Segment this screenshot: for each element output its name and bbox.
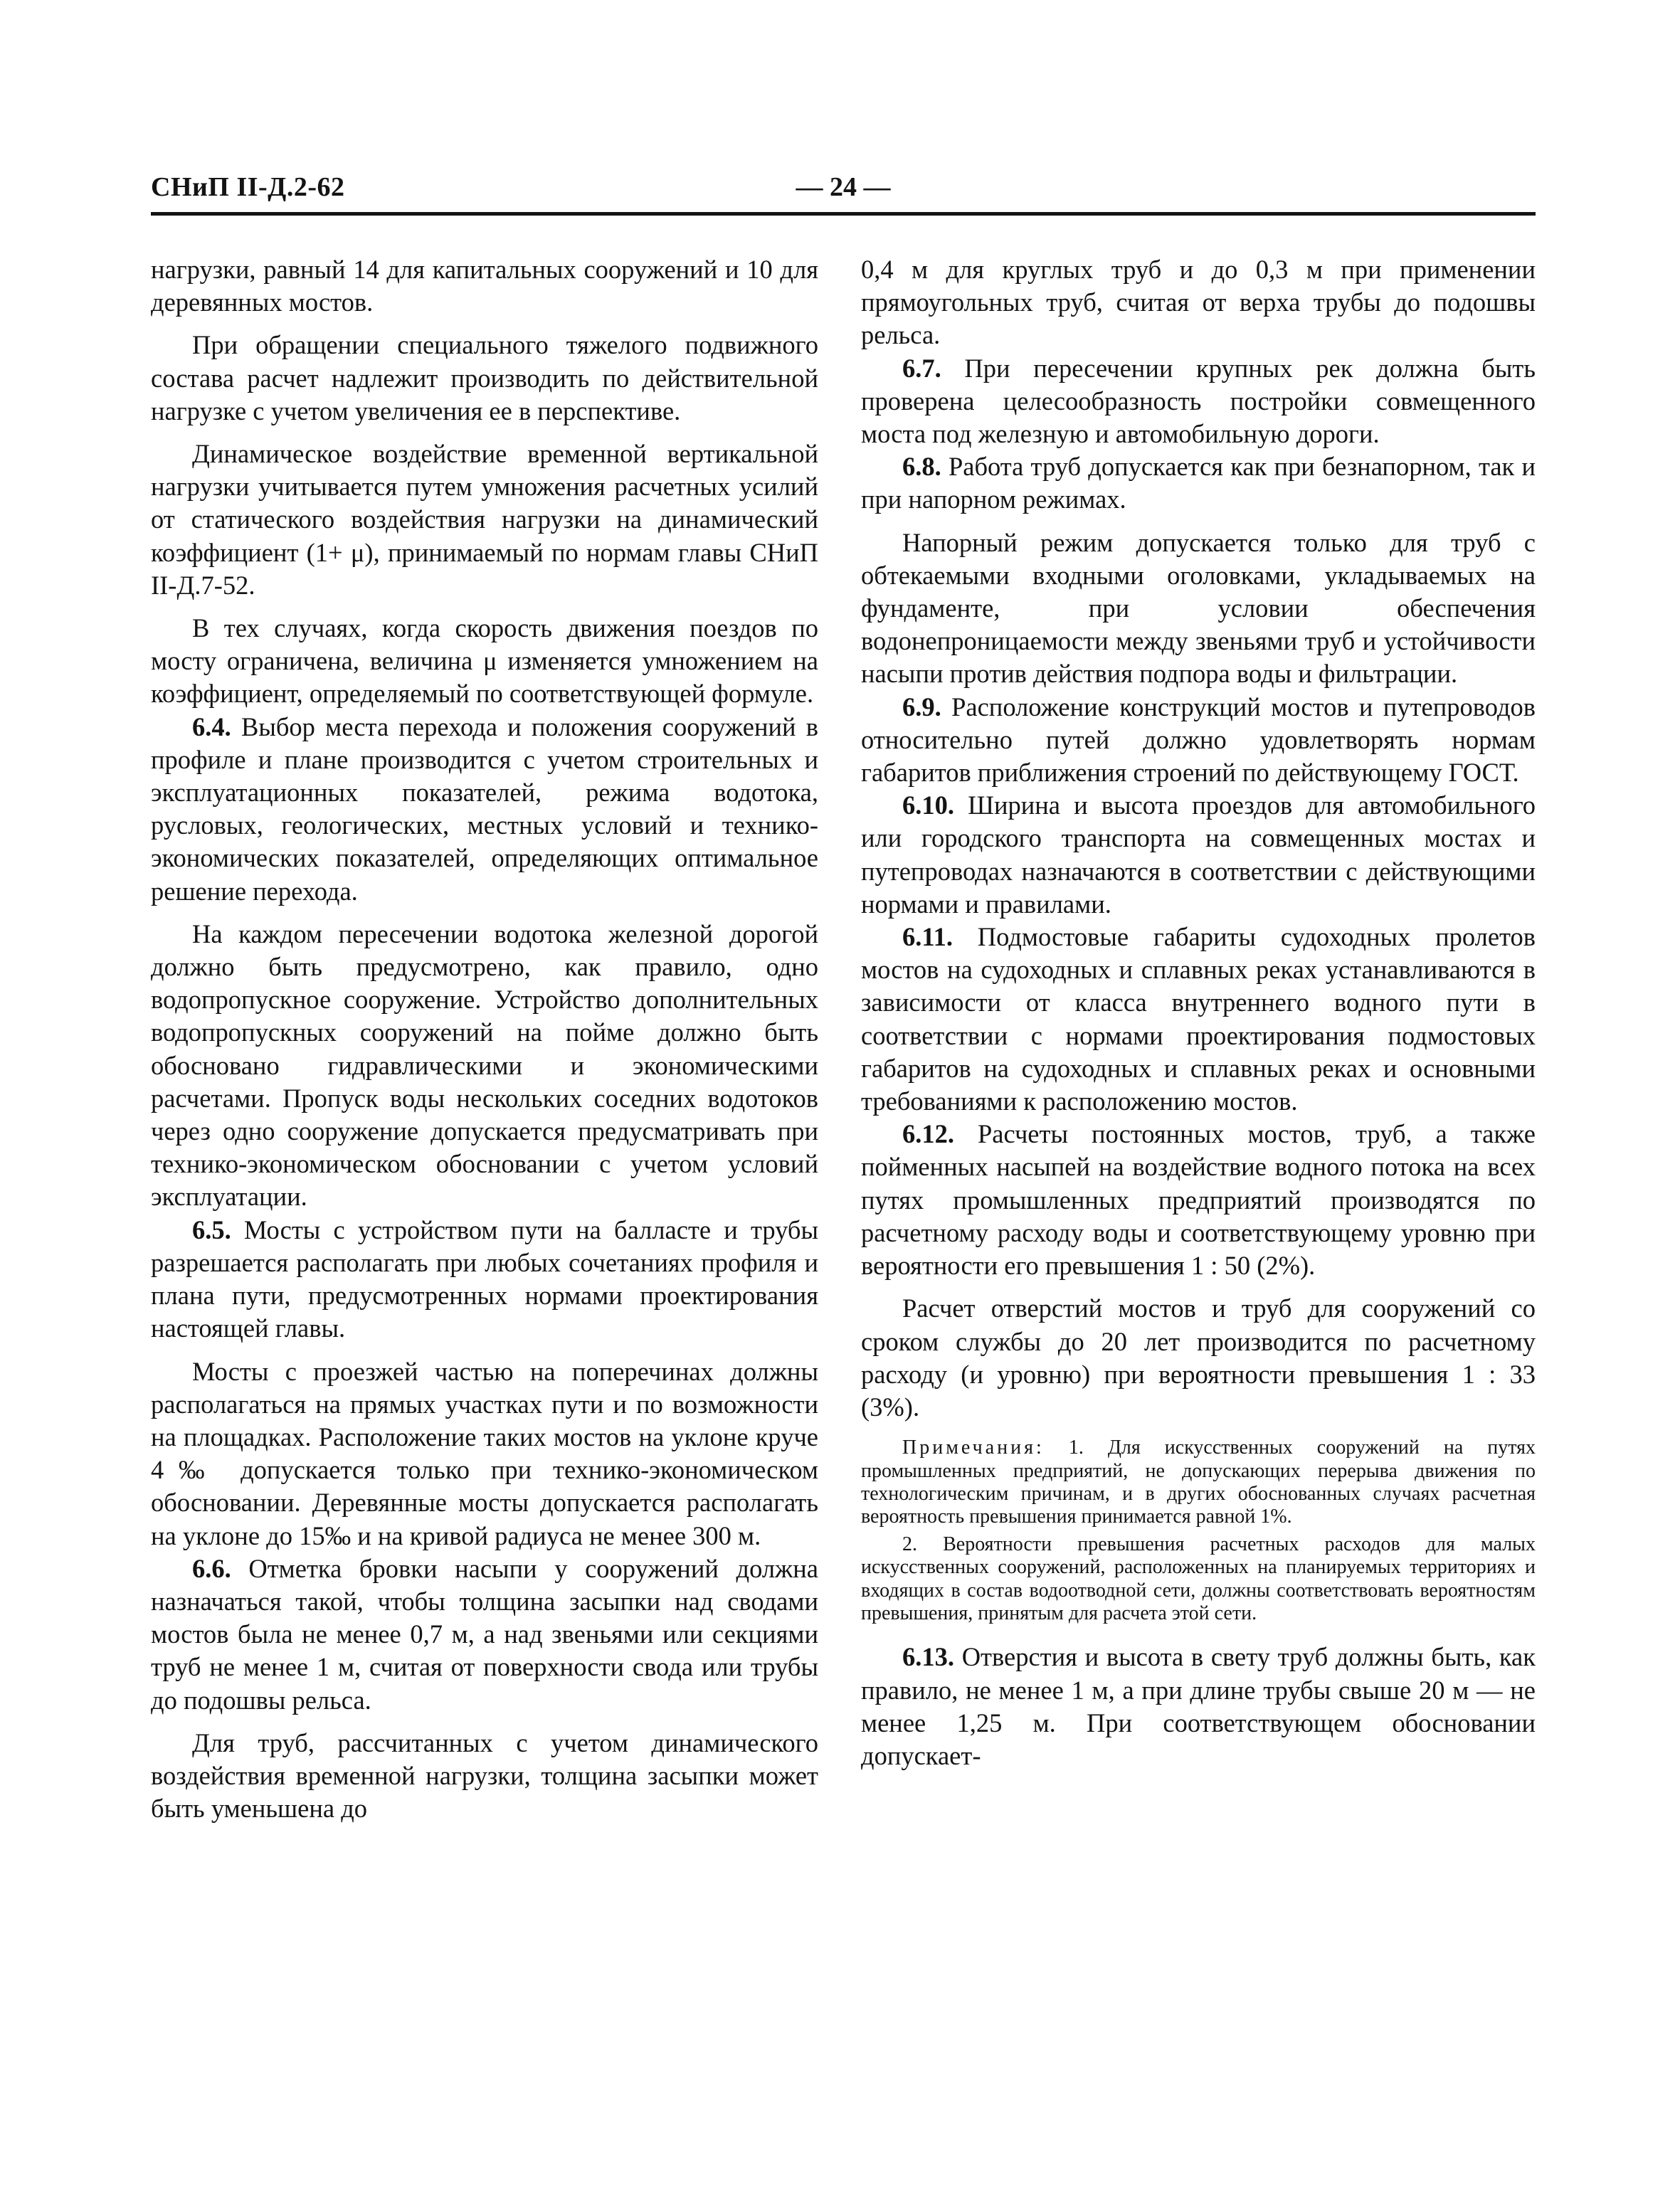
notes-title: Примечания: [902, 1437, 1045, 1459]
clause-number: 6.11. [902, 922, 953, 952]
page-number: — 24 — [796, 172, 891, 202]
document-code: СНиП II-Д.2-62 [151, 172, 345, 202]
paragraph: Для труб, рассчитанных с учетом динамического воздействия временной нагрузки, толщина засыпки может быть уменьшена до [151, 1728, 818, 1824]
paragraph: В тех случаях, когда скорость движения поездов по мосту ограничена, величина μ изменяется умножением на коэффициент, определяемый по соответствующей формуле. [151, 613, 818, 709]
paragraph: нагрузки, равный 14 для капитальных сооружений и 10 для деревянных мостов. [151, 255, 818, 317]
paragraph: При обращении специального тяжелого подвижного состава расчет надлежит производить по действительной нагрузке с учетом увеличения ее в перспективе. [151, 330, 818, 425]
clause-6-9 [861, 691, 1536, 790]
clause-text: Подмостовые габариты судоходных пролетов мостов на судоходных и сплавных реках устанавливаются в зависимости от класса внутреннего водного пути в соответствии с нормами проектирования подмостовых габаритов на судоходных и сплавных реках и основными требованиями к расположению мостов. [861, 922, 1536, 1116]
clause-6-8 [861, 450, 1536, 516]
clause-number: 6.9. [902, 692, 941, 721]
clause-text: Ширина и высота проездов для автомобильного или городского транспорта на совмещенных мостах и путепроводах назначаются в соответствии с действующими нормами и правилами. [861, 790, 1536, 919]
clause-6-4 [151, 711, 818, 908]
clause-number: 6.5. [192, 1215, 231, 1244]
paragraph: Мосты с проезжей частью на поперечинах должны располагаться на прямых участках пути и по возможности на площадках. Расположение таких мостов на уклоне круче 4‰ допускается только при технико-экономическом обосновании. Деревянные мосты допускается располагать на уклоне до 15‰ и на кривой радиуса не менее 300 м. [151, 1356, 818, 1550]
clause-6-13 [861, 1641, 1536, 1772]
clause-text: Работа труб допускается как при безнапорном, так и при напорном режимах. [861, 452, 1536, 514]
paragraph: Динамическое воздействие временной вертикальной нагрузки учитывается путем умножения расчетных усилий от статического воздействия нагрузки на динамический коэффициент (1+ μ), принимаемый по нормам главы СНиП II-Д.7-52. [151, 439, 818, 600]
note-1 [861, 1437, 1536, 1529]
clause-number: 6.6. [192, 1553, 231, 1583]
paragraph: На каждом пересечении водотока железной дорогой должно быть предусмотрено, как правило, одно водопропускное сооружение. Устройство дополнительных водопропускных сооружений на пойме должно быть обосновано гидравлическими и экономическими расчетами. Пропуск воды нескольких соседних водотоков через одно сооружение допускается предусматривать при технико-экономическом обосновании с учетом условий эксплуатации. [151, 919, 818, 1212]
clause-text: Выбор места перехода и положения сооружений в профиле и плане производится с учетом строительных и эксплуатационных показателей, режима водотока, русловых, геологических, местных условий и технико-экономических показателей, определяющих оптимальное решение перехода. [151, 711, 818, 906]
right-column [861, 253, 1536, 2132]
page-header [151, 169, 1536, 213]
header-rule [151, 212, 1536, 216]
paragraph: Напорный режим допускается только для труб с обтекаемыми входными оголовками, укладываемых на фундаменте, при условии обеспечения водонепроницаемости между звеньями труб и устойчивости насыпи против действия подпора воды и фильтрации. [861, 527, 1536, 689]
clause-number: 6.8. [902, 452, 941, 482]
note-text: 1. Для искусственных сооружений на путях промышленных предприятий, не допускающих перерыва движения по технологическим причинам, и в других обоснованных случаях расчетная вероятность превышения принимается равной 1%. [861, 1437, 1536, 1528]
clause-number: 6.4. [192, 711, 231, 741]
clause-6-11 [861, 921, 1536, 1118]
clause-text: Расположение конструкций мостов и путепроводов относительно путей должно удовлетворять нормам габаритов приближения строений по действующему ГОСТ. [861, 692, 1536, 788]
clause-text: Расчеты постоянных мостов, труб, а также пойменных насыпей на воздействие водного потока на всех путях промышленных предприятий производятся по расчетному расходу воды и соответствующему уровню при вероятности его превышения 1 : 50 (2%). [861, 1119, 1536, 1281]
clause-number: 6.7. [902, 353, 941, 383]
clause-text: При пересечении крупных рек должна быть проверена целесообразность постройки совмещенного моста под железную и автомобильную дороги. [861, 353, 1536, 449]
clause-6-12 [861, 1118, 1536, 1282]
note-2: 2. Вероятности превышения расчетных расходов для малых искусственных сооружений, расположенных на планируемых территориях и входящих в состав водоотводной сети, должны соответствовать вероятностям превышения, принятым для расчета этой сети. [861, 1533, 1536, 1624]
clause-number: 6.13. [902, 1642, 954, 1672]
clause-number: 6.12. [902, 1119, 954, 1149]
clause-text: Отметка бровки насыпи у сооружений должна назначаться такой, чтобы толщина засыпки над сводами мостов была не менее 0,7 м, а над звеньями или секциями труб не менее 1 м, считая от поверхности свода или трубы до подошвы рельса. [151, 1553, 818, 1715]
left-column [151, 253, 818, 2132]
clause-6-7 [861, 352, 1536, 451]
clause-6-6 [151, 1552, 818, 1717]
paragraph: 0,4 м для круглых труб и до 0,3 м при применении прямоугольных труб, считая от верха трубы до подошвы рельса. [861, 255, 1536, 350]
clause-6-5 [151, 1214, 818, 1345]
clause-6-10 [861, 789, 1536, 921]
paragraph: Расчет отверстий мостов и труб для сооружений со сроком службы до 20 лет производится по расчетному расходу (и уровню) при вероятности превышения 1 : 33 (3%). [861, 1293, 1536, 1422]
clause-number: 6.10. [902, 790, 954, 820]
clause-text: Мосты с устройством пути на балласте и трубы разрешается располагать при любых сочетаниях профиля и плана пути, предусмотренных нормами проектирования настоящей главы. [151, 1215, 818, 1343]
clause-text: Отверстия и высота в свету труб должны быть, как правило, не менее 1 м, а при длине трубы свыше 20 м — не менее 1,25 м. При соответствующем обосновании допускает- [861, 1642, 1536, 1770]
